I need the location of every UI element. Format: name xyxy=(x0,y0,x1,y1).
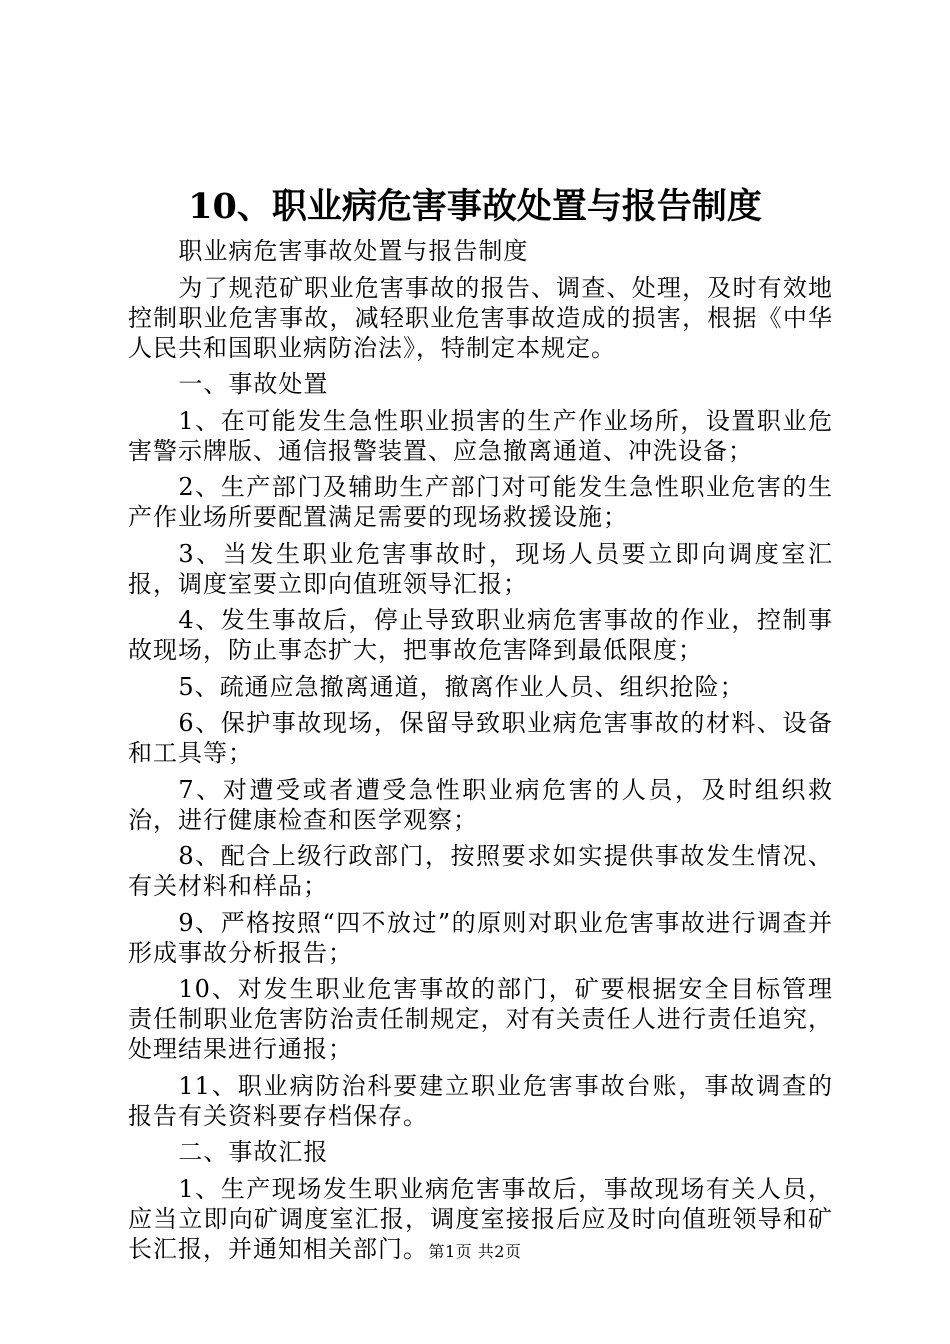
paragraph-item-8: 8、配合上级行政部门，按照要求如实提供事故发生情况、有关材料和样品； xyxy=(128,842,833,900)
paragraph-item-2: 2、生产部门及辅助生产部门对可能发生急性职业危害的生产作业场所要配置满足需要的现场救援设施； xyxy=(128,473,833,531)
paragraph-item-6: 6、保护事故现场，保留导致职业病危害事故的材料、设备和工具等； xyxy=(128,709,833,767)
paragraph-item-5: 5、疏通应急撤离通道，撤离作业人员、组织抢险； xyxy=(178,672,745,701)
paragraph-item-4: 4、发生事故后，停止导致职业病危害事故的作业，控制事故现场，防止事态扩大，把事故危害降到最低限度； xyxy=(128,606,833,664)
paragraph-item-9: 9、严格按照“四不放过”的原则对职业危害事故进行调查并形成事故分析报告； xyxy=(128,908,833,967)
section-heading-accident-report: 二、事故汇报 xyxy=(178,1138,329,1166)
paragraph-item-3: 3、当发生职业危害事故时，现场人员要立即向调度室汇报，调度室要立即向值班领导汇报； xyxy=(128,539,833,598)
document-title: 10、职业病危害事故处置与报告制度 xyxy=(188,186,762,227)
document-body xyxy=(128,236,833,1270)
paragraph-item-1: 1、在可能发生急性职业损害的生产作业场所，设置职业危害警示牌版、通信报警装置、应急撤离通道、冲洗设备； xyxy=(128,406,833,465)
paragraph-subtitle: 职业病危害事故处置与报告制度 xyxy=(178,237,529,265)
paragraph-report-item-1: 1、生产现场发生职业病危害事故后，事故现场有关人员，应当立即向矿调度室汇报，调度室接报后应及时向值班领导和矿长汇报，并通知相关部门。 xyxy=(128,1174,833,1263)
paragraph-item-10: 10、对发生职业危害事故的部门，矿要根据安全目标管理责任制职业危害防治责任制规定，对有关责任人进行责任追究，处理结果进行通报； xyxy=(128,975,833,1063)
paragraph-purpose: 为了规范矿职业危害事故的报告、调查、处理，及时有效地控制职业危害事故，减轻职业危害事故造成的损害，根据《中华人民共和国职业病防治法》，特制定本规定。 xyxy=(128,273,833,362)
paragraph-item-11: 11、职业病防治科要建立职业危害事故台账，事故调查的报告有关资料要存档保存。 xyxy=(128,1071,833,1130)
section-heading-accident-handling: 一、事故处置 xyxy=(178,370,329,398)
page-footer: 第1页 共2页 xyxy=(428,1242,522,1261)
paragraph-item-7: 7、对遭受或者遭受急性职业病危害的人员，及时组织救治，进行健康检查和医学观察； xyxy=(128,775,833,834)
